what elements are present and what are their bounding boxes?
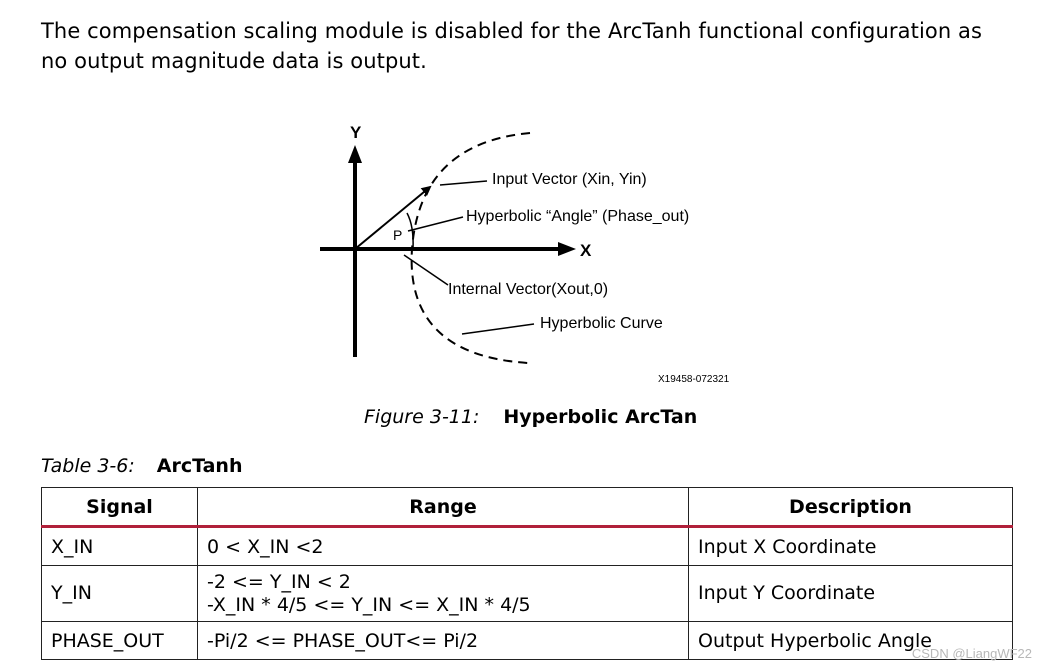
table-header-row [42,488,1013,527]
intro-line-2: no output magnitude data is output. [41,49,427,73]
header-range: Range [198,488,689,527]
cell-signal: Y_IN [42,566,198,622]
table-caption-title: ArcTanh [156,455,243,477]
x-axis-arrowhead [558,242,576,256]
table-row [42,622,1013,660]
cell-signal: X_IN [42,527,198,566]
header-description: Description [689,488,1013,527]
header-signal: Signal [42,488,198,527]
y-axis-arrowhead [348,145,362,163]
cell-range [198,566,689,622]
internal-vector-label: Internal Vector(Xout,0) [448,281,609,298]
internal-vector-leader [404,255,448,285]
intro-line-1: The compensation scaling module is disabled for the ArcTanh functional configuration as [41,19,983,43]
intro-paragraph [41,16,1031,76]
figure-caption [364,406,697,428]
table-caption [41,455,243,477]
curve-leader [462,324,534,334]
cell-description: Input Y Coordinate [689,566,1013,622]
cell-description: Input X Coordinate [689,527,1013,566]
figure-caption-title: Hyperbolic ArcTan [503,406,698,428]
cell-range: 0 < X_IN <2 [198,527,689,566]
watermark: CSDN @LiangWF22 [911,646,1032,661]
input-vector-leader [440,181,487,185]
table-row [42,566,1013,622]
cell-signal: PHASE_OUT [42,622,198,660]
hyperbolic-arctan-figure [300,115,760,395]
y-axis-label: Y [350,123,362,142]
point-p-label: P [393,227,403,243]
figure-caption-number: Figure 3-11: [364,406,480,428]
cell-range-line-2: -X_IN * 4/5 <= Y_IN <= X_IN * 4/5 [207,593,531,616]
figure-id: X19458-072321 [658,374,730,385]
arctanh-table [41,487,1013,660]
table-caption-number: Table 3-6: [41,455,135,477]
cell-description: Output Hyperbolic Angle [689,622,1013,660]
hyperbolic-curve-label: Hyperbolic Curve [540,315,663,332]
input-vector-label: Input Vector (Xin, Yin) [492,171,647,188]
cell-range-line-1: -2 <= Y_IN < 2 [207,570,351,593]
cell-range: -Pi/2 <= PHASE_OUT<= Pi/2 [198,622,689,660]
x-axis-label: X [580,241,592,260]
table-row [42,527,1013,566]
angle-label: Hyperbolic “Angle” (Phase_out) [466,208,690,225]
